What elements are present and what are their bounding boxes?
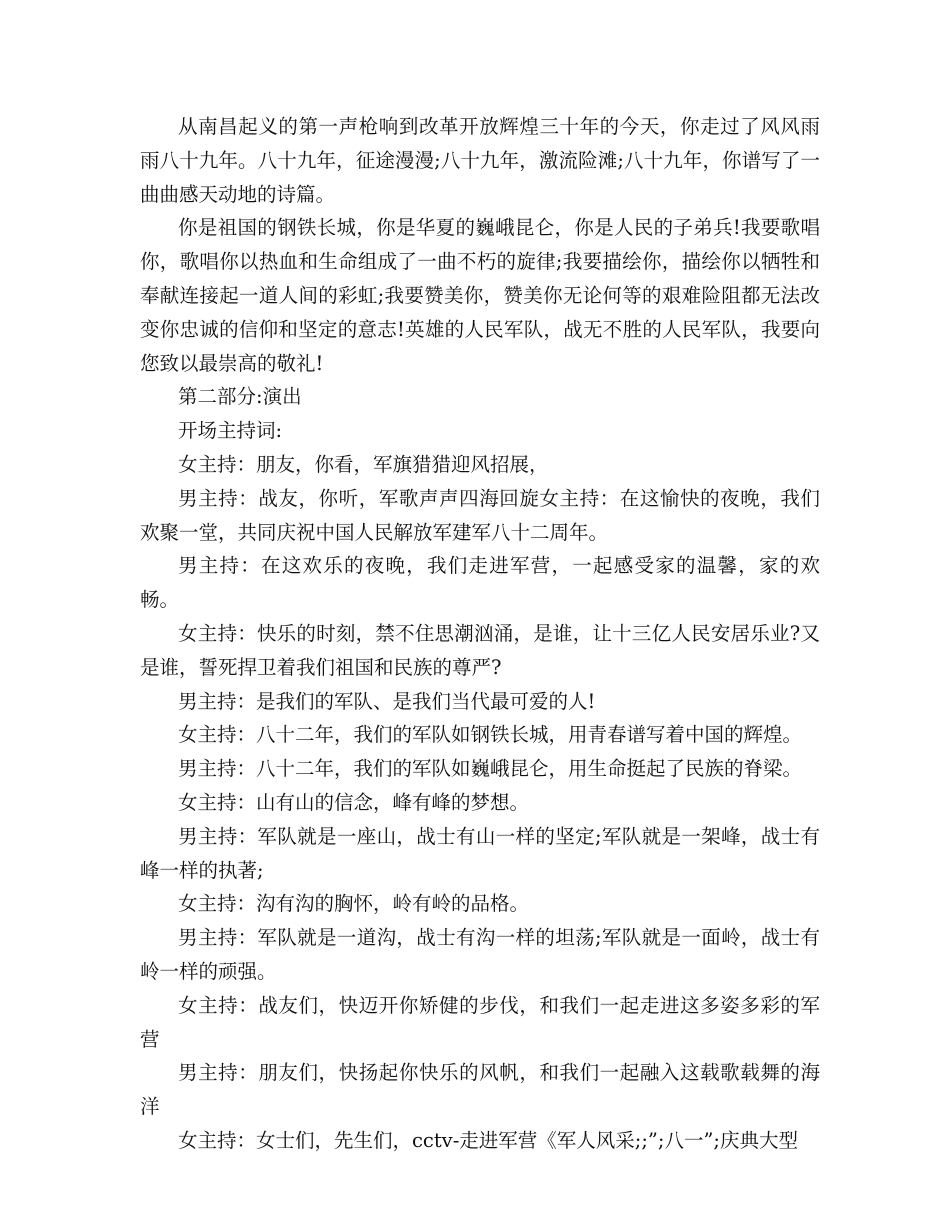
section-heading-performance: 第二部分:演出 <box>178 385 302 409</box>
host-line: 女主持：沟有沟的胸怀，岭有岭的品格。 <box>178 892 530 916</box>
host-line: 男主持：是我们的军队、是我们当代最可爱的人! <box>178 689 596 713</box>
host-line: 男主持：朋友们，快扬起你快乐的风帆，和我们一起融入这载歌载舞的海洋 <box>140 1061 820 1119</box>
host-line: 女主持：女士们，先生们，cctv-走进军营《军人风采;;”;八一”;庆典大型 <box>178 1128 799 1152</box>
paragraph-intro-history: 从南昌起义的第一声枪响到改革开放辉煌三十年的今天，你走过了风风雨雨八十九年。八十九年，征途漫漫;八十九年，激流险滩;八十九年，你谱写了一曲曲感天动地的诗篇。 <box>140 115 820 206</box>
host-line: 女主持：朋友，你看，军旗猎猎迎风招展， <box>178 452 549 476</box>
host-line: 女主持：快乐的时刻，禁不住思潮汹涌，是谁，让十三亿人民安居乐业?又是谁，誓死捍卫着我们祖国和民族的尊严? <box>140 621 820 679</box>
document-page <box>140 110 820 1158</box>
host-line: 女主持：战友们，快迈开你矫健的步伐，和我们一起走进这多姿多彩的军营 <box>140 993 820 1051</box>
host-line: 男主持：战友，你听，军歌声声四海回旋女主持：在这愉快的夜晚，我们欢聚一堂，共同庆祝中国人民解放军建军八十二周年。 <box>140 486 820 544</box>
host-line: 男主持：军队就是一座山，战士有山一样的坚定;军队就是一架峰，战士有峰一样的执著; <box>140 824 820 882</box>
paragraph-tribute: 你是祖国的钢铁长城，你是华夏的巍峨昆仑，你是人民的子弟兵!我要歌唱你，歌唱你以热血和生命组成了一曲不朽的旋律;我要描绘你，描绘你以牺牲和奉献连接起一道人间的彩虹;我要赞美你，赞美你无论何等的艰难险阻都无法改变你忠诚的信仰和坚定的意志!英雄的人民军队，战无不胜的人民军队，我要向您致以最崇高的敬礼! <box>140 216 820 375</box>
host-line: 男主持：军队就是一道沟，战士有沟一样的坦荡;军队就是一面岭，战士有岭一样的顽强。 <box>140 926 820 983</box>
host-line: 女主持：八十二年，我们的军队如钢铁长城，用青春谱写着中国的辉煌。 <box>178 723 803 747</box>
host-line: 女主持：山有山的信念，峰有峰的梦想。 <box>178 790 530 814</box>
opening-host-lines-heading: 开场主持词: <box>178 419 283 443</box>
host-line: 男主持：在这欢乐的夜晚，我们走进军营，一起感受家的温馨，家的欢畅。 <box>140 554 820 612</box>
host-line: 男主持：八十二年，我们的军队如巍峨昆仑，用生命挺起了民族的脊梁。 <box>178 757 803 781</box>
